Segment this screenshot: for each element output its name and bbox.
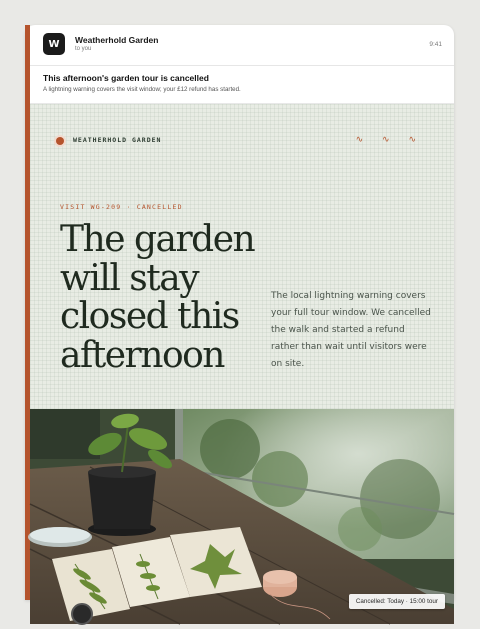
timestamp: 9:41 — [429, 41, 442, 48]
headline: The garden will stay closed this afternoon — [60, 219, 255, 376]
email-body — [30, 104, 454, 605]
wave-decoration-icon: ∿ ∿ ∿ — [355, 135, 424, 145]
greenhouse-photo — [30, 409, 454, 624]
notification-header — [30, 25, 454, 65]
status-badge: Cancelled: Today · 15:00 tour — [349, 594, 445, 609]
brand-name: WEATHERHOLD GARDEN — [73, 136, 162, 144]
divider — [30, 65, 454, 66]
brand-dot-icon — [56, 137, 64, 145]
email-preview: A lightning warning covers the visit window; your £12 refund has started. — [43, 86, 241, 93]
notification-card[interactable] — [25, 25, 454, 605]
app-name: Weatherhold Garden — [75, 35, 159, 45]
recipient-label: to you — [75, 46, 92, 52]
app-icon: W — [43, 33, 65, 55]
body-copy: The local lightning warning covers your full tour window. We cancelled the walk and started a refund rather than wait until visitors were on site. — [271, 291, 431, 369]
email-subject: This afternoon's garden tour is cancelled — [43, 73, 209, 83]
visit-eyebrow: VISIT WG-209 · CANCELLED — [60, 203, 183, 211]
